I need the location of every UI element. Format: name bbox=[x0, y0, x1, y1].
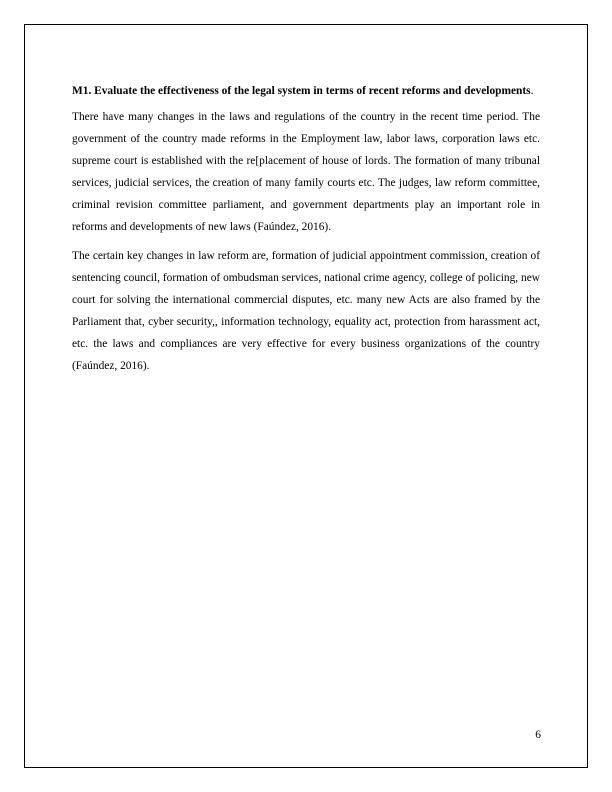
page-number: 6 bbox=[535, 729, 541, 741]
section-heading-period: . bbox=[530, 85, 534, 97]
paragraph-legal-changes: There have many changes in the laws and regulations of the country in the recent time period. The government of the country made reforms in the Employment law, labor laws, corporation laws etc. supreme court is established with the re[placement of house of lords. The formation of many tribunal services, judicial services, the creation of many family courts etc. The judges, law reform committee, criminal revision committee parliament, and government departments play an important role in reforms and developments of new laws (Faúndez, 2016). bbox=[72, 111, 540, 233]
document-body bbox=[72, 80, 540, 377]
paragraph-key-reforms: The certain key changes in law reform are, formation of judicial appointment commission, creation of sentencing council, formation of ombudsman services, national crime agency, college of policing, new court for solving the international commercial disputes, etc. many new Acts are also framed by the Parliament that, cyber security,, information technology, equality act, protection from harassment act, etc. the laws and compliances are very effective for every business organizations of the country (Faúndez, 2016). bbox=[72, 250, 540, 372]
section-heading bbox=[72, 80, 540, 102]
section-heading-text: M1. Evaluate the effectiveness of the legal system in terms of recent reforms and developments bbox=[72, 85, 531, 97]
